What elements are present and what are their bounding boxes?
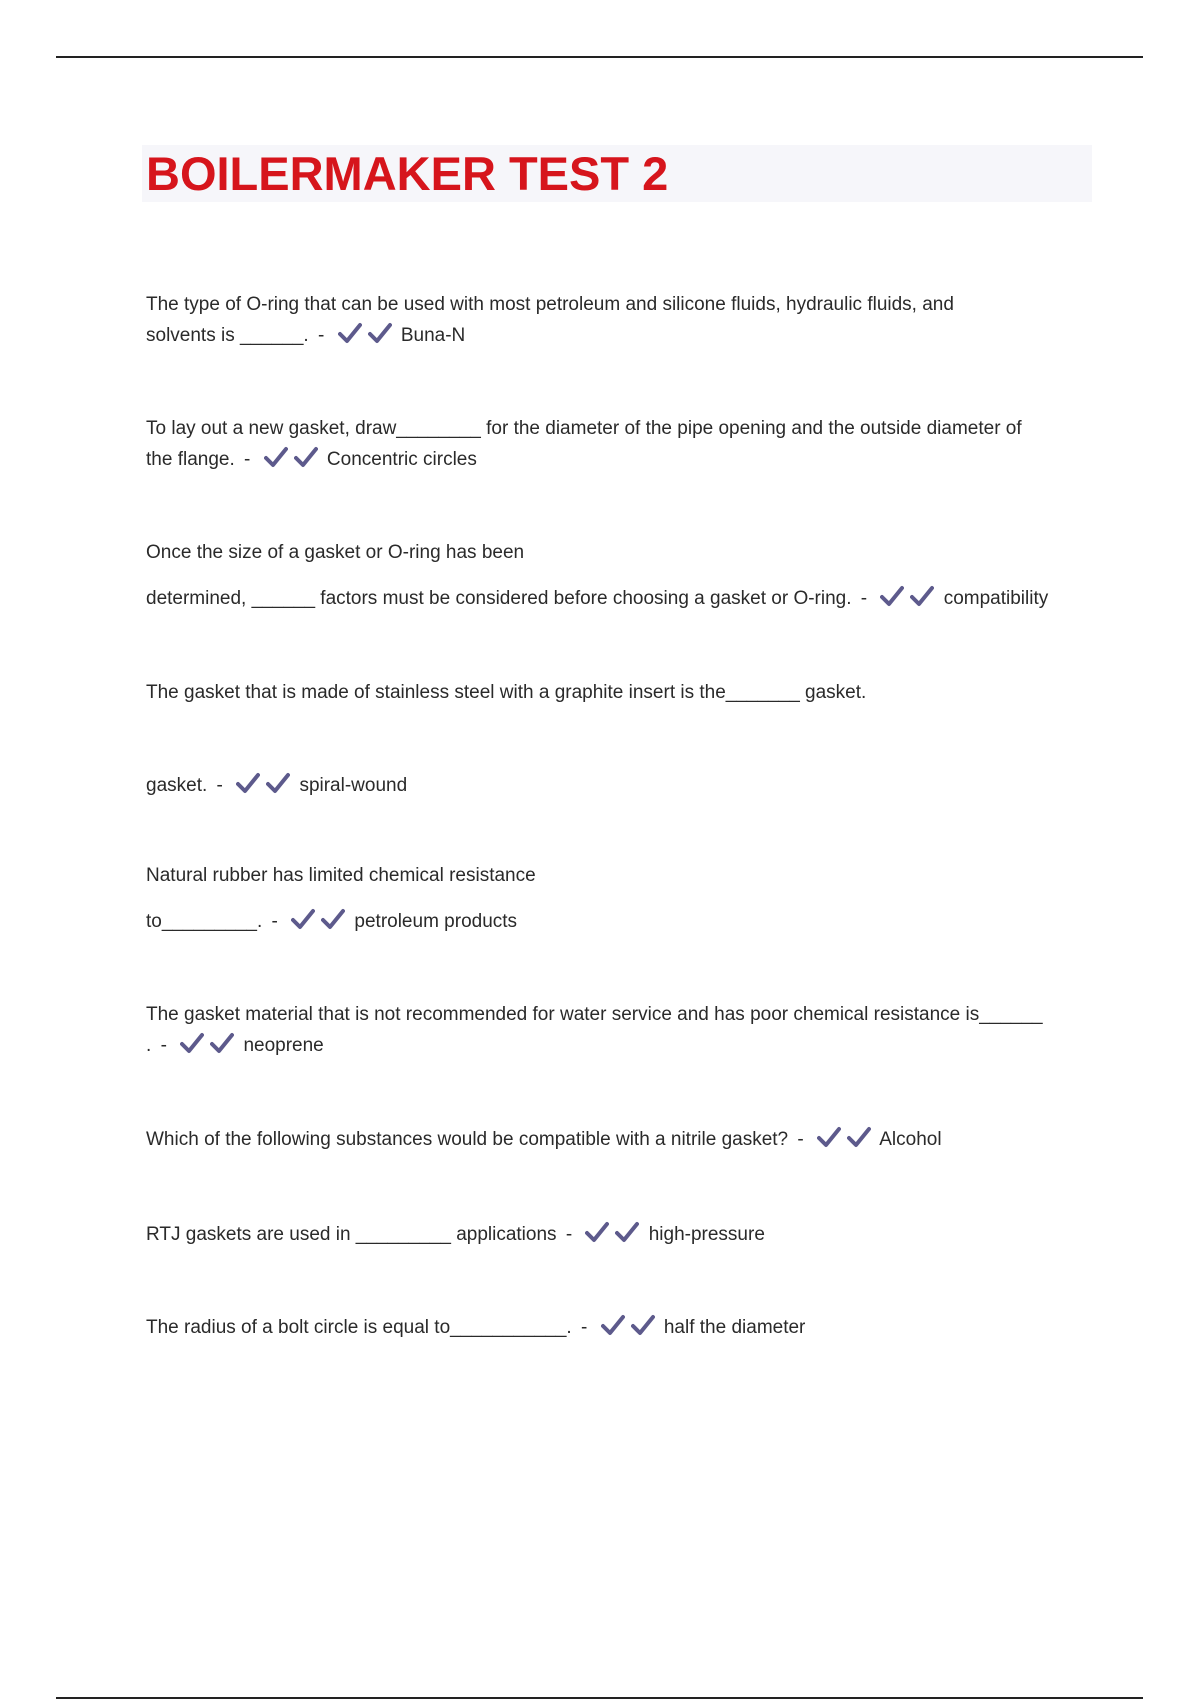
check-mark-icon <box>180 1032 204 1054</box>
question-line: The gasket material that is not recommended for water service and has poor chemical resistance is______ <box>146 1004 1043 1025</box>
qa-item-9 <box>146 1312 1096 1343</box>
qa-item-6 <box>146 999 1096 1061</box>
answer-text: Alcohol <box>879 1129 942 1150</box>
question-line: RTJ gaskets are used in _________ applications <box>146 1224 557 1245</box>
check-mark-icon <box>817 1126 841 1148</box>
separator: - <box>860 588 868 609</box>
separator: - <box>565 1224 573 1245</box>
separator: - <box>160 1035 167 1056</box>
separator: - <box>317 325 325 346</box>
question-line: Natural rubber has limited chemical resistance <box>146 865 536 886</box>
document-title: BOILERMAKER TEST 2 <box>146 147 669 200</box>
separator: - <box>244 449 251 470</box>
question-line: To lay out a new gasket, draw________ for the diameter of the pipe opening and the outside diameter of <box>146 418 1022 439</box>
answer-text: compatibility <box>943 588 1049 609</box>
answer-text: Concentric circles <box>326 449 477 470</box>
qa-item-2 <box>146 413 1096 475</box>
check-mark-icon <box>264 446 288 468</box>
question-line: the flange. <box>146 449 235 470</box>
qa-item-8 <box>146 1219 1096 1250</box>
check-mark-icon <box>291 908 315 930</box>
qa-item-1 <box>146 289 1096 351</box>
check-mark-icon <box>910 585 934 607</box>
separator: - <box>216 775 223 796</box>
separator: - <box>580 1317 588 1338</box>
check-mark-icon <box>631 1314 655 1336</box>
check-mark-icon <box>321 908 345 930</box>
question-line: solvents is ______. <box>146 325 309 346</box>
question-line: to_________. <box>146 911 263 932</box>
check-mark-icon <box>266 772 290 794</box>
qa-item-4 <box>146 677 1096 708</box>
answer-text: Buna-N <box>400 325 466 346</box>
check-mark-icon <box>585 1221 609 1243</box>
question-line: The gasket that is made of stainless steel with a graphite insert is the_______ gasket. <box>146 682 867 703</box>
check-mark-icon <box>880 585 904 607</box>
check-mark-icon <box>210 1032 234 1054</box>
qa-item-7 <box>146 1124 1096 1155</box>
check-mark-icon <box>294 446 318 468</box>
question-line: gasket. <box>146 775 208 796</box>
question-line: Which of the following substances would be compatible with a nitrile gasket? <box>146 1129 789 1150</box>
check-mark-icon <box>236 772 260 794</box>
question-line: determined, ______ factors must be considered before choosing a gasket or O-ring. <box>146 588 852 609</box>
check-mark-icon <box>368 322 392 344</box>
check-mark-icon <box>615 1221 639 1243</box>
bottom-rule <box>56 1697 1143 1699</box>
check-mark-icon <box>601 1314 625 1336</box>
check-mark-icon <box>338 322 362 344</box>
question-line: . <box>146 1035 152 1056</box>
answer-text: spiral-wound <box>299 775 408 796</box>
question-line: Once the size of a gasket or O-ring has been <box>146 542 525 563</box>
check-mark-icon <box>847 1126 871 1148</box>
separator: - <box>797 1129 804 1150</box>
question-line: The radius of a bolt circle is equal to___________. <box>146 1317 572 1338</box>
qa-item-3 <box>146 537 1096 614</box>
separator: - <box>271 911 278 932</box>
answer-text: half the diameter <box>663 1317 806 1338</box>
qa-item-5 <box>146 860 1096 937</box>
question-line: The type of O-ring that can be used with most petroleum and silicone fluids, hydraulic fluids, and <box>146 294 954 315</box>
top-rule <box>56 56 1143 58</box>
qa-item-4-answer <box>146 770 1096 801</box>
answer-text: high-pressure <box>648 1224 765 1245</box>
title-band <box>142 145 1092 202</box>
answer-text: petroleum products <box>354 911 518 932</box>
answer-text: neoprene <box>243 1035 324 1056</box>
